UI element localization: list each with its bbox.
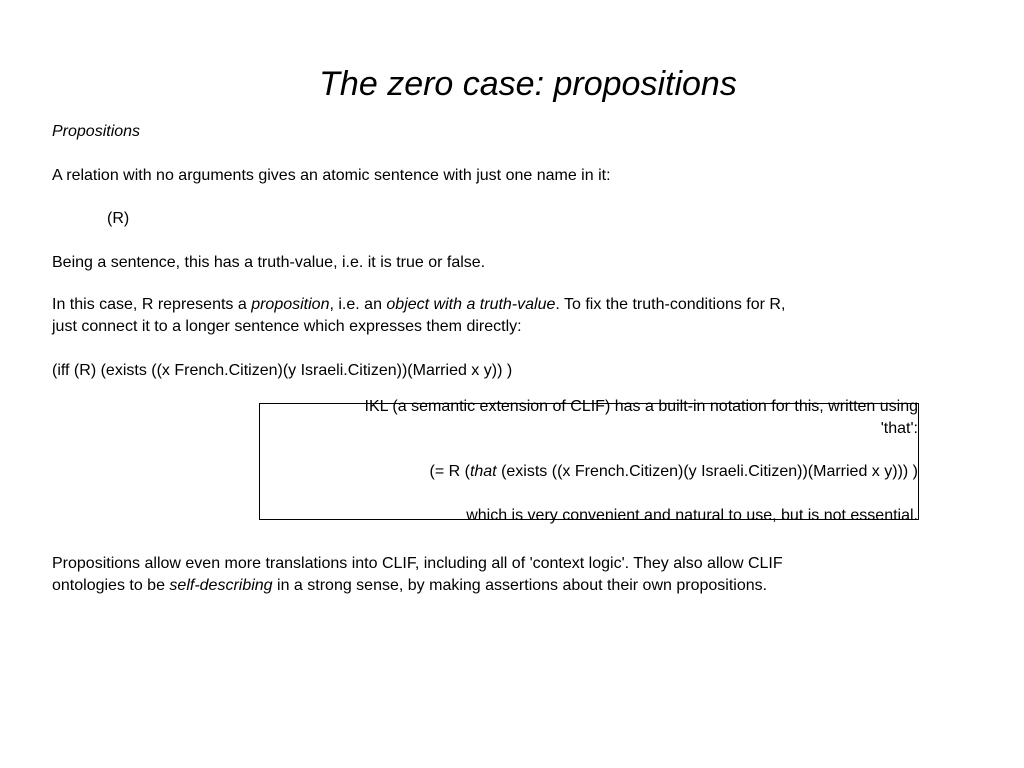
subtitle: Propositions [52, 123, 141, 140]
paragraph-proposition-line1: In this case, R represents a proposition, i.e. an object with a truth-value. To fix the truth-conditions for R, [52, 296, 786, 313]
paragraph-propositions-line1: Propositions allow even more translations into CLIF, including all of 'context logic'. They also allow CLIF [52, 555, 783, 572]
page-title: The zero case: propositions [319, 65, 737, 103]
formula-iff: (iff (R) (exists ((x French.Citizen)(y Israeli.Citizen))(Married x y)) ) [52, 362, 513, 379]
box-formula: (= R (that (exists ((x French.Citizen)(y Israeli.Citizen))(Married x y))) ) [429, 463, 918, 480]
paragraph-propositions-line2: ontologies to be self-describing in a strong sense, by making assertions about their own propositions. [52, 577, 768, 594]
box-line1: IKL (a semantic extension of CLIF) has a built-in notation for this, written using [364, 398, 918, 415]
box-line2: 'that': [880, 420, 918, 437]
example-r: (R) [107, 210, 130, 227]
paragraph-proposition-line2: just connect it to a longer sentence which expresses them directly: [52, 318, 522, 335]
paragraph-relation: A relation with no arguments gives an atomic sentence with just one name in it: [52, 167, 611, 184]
paragraph-truth-value: Being a sentence, this has a truth-value, i.e. it is true or false. [52, 254, 486, 271]
box-line3: which is very convenient and natural to use, but is not essential. [466, 507, 918, 524]
